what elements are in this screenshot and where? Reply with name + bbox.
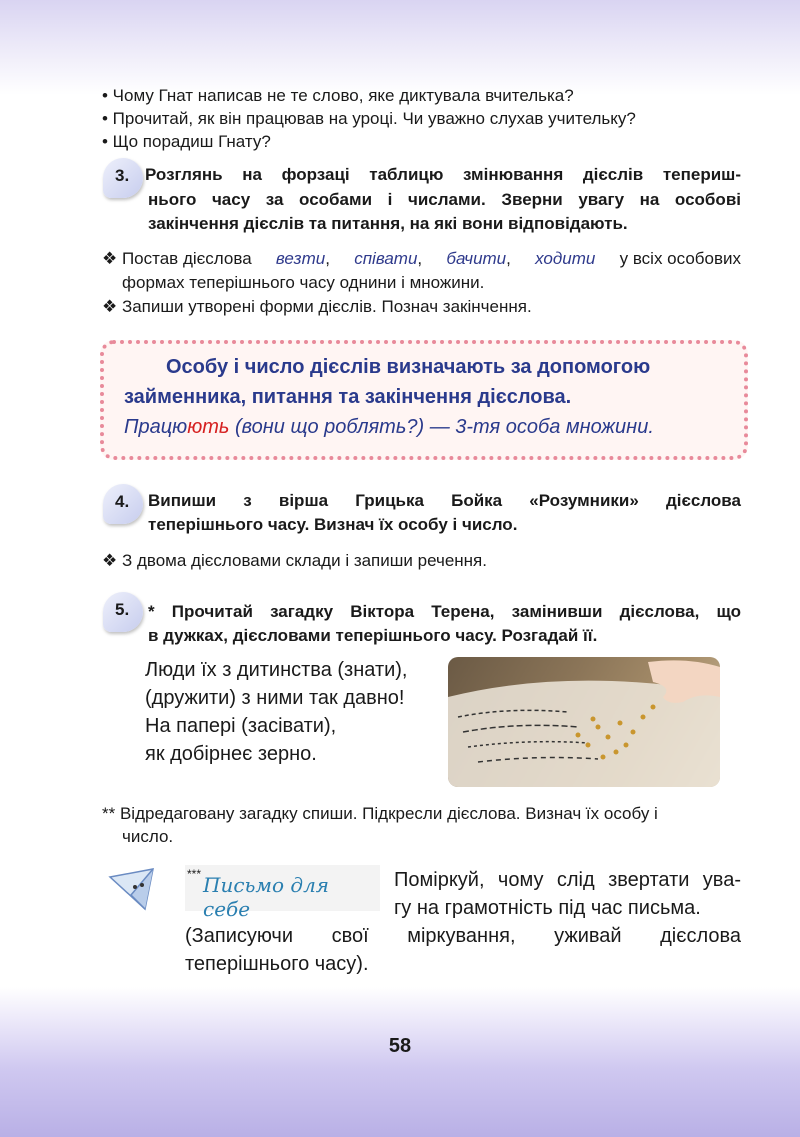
writing-line-2: гу на грамотність під час письма. [394, 897, 701, 919]
verb-1: везти [275, 249, 326, 268]
task-3-bullet-1-line-2: формах теперішнього часу однини і множини. [122, 273, 485, 292]
writing-line-3: (Записуючи свої міркування, уживай дієслова [185, 925, 741, 947]
bullet-1-prefix: ❖ Постав дієслова [102, 249, 252, 268]
rule-example [124, 412, 654, 442]
example-ending: ють [187, 416, 230, 438]
task-3-bullet-2: ❖ Запиши утворені форми дієслів. Познач закінчення. [102, 297, 532, 316]
riddle-line-4: як добірнеє зерно. [145, 743, 317, 765]
writing-line-4: теперішнього часу). [185, 953, 369, 975]
task-4-bullet: ❖ З двома дієсловами склади і запиши речення. [102, 551, 487, 570]
task-5-line-2: в дужках, дієсловами теперішнього часу. Розгадай її. [148, 626, 598, 645]
task-3-line-3: закінчення дієслів та питання, на які вони відповідають. [148, 214, 628, 233]
riddle-line-1: Люди їх з дитинства (знати), [145, 659, 408, 681]
task-4-number: 4. [115, 492, 130, 511]
question-2: • Прочитай, як він працював на уроці. Чи уважно слухав учительку? [102, 109, 636, 128]
rule-box [100, 340, 748, 460]
sowing-illustration [448, 657, 720, 787]
example-stem: Працю [124, 416, 188, 438]
riddle-line-3: На папері (засівати), [145, 715, 337, 737]
task-5-line-1: * Прочитай загадку Віктора Терена, замінивши дієслова, що [148, 602, 741, 621]
page-number: 58 [388, 1035, 412, 1057]
sowing-illustration-svg [448, 657, 720, 787]
verb-3: бачити [446, 249, 507, 268]
writing-label-box [185, 865, 380, 921]
writing-line-1: Поміркуй, чому слід звертати ува- [394, 869, 741, 891]
verb-4: ходити [535, 249, 596, 268]
verb-2: співати [354, 249, 418, 268]
verb-separator: , [506, 249, 511, 268]
task-3-line-1: Розглянь на форзаці таблицю змінювання дієслів тепериш- [145, 165, 741, 184]
question-3: • Що порадиш Гнату? [102, 132, 271, 151]
rule-line-1: Особу і число дієслів визначають за допомогою [166, 356, 651, 378]
bullet-1-suffix: у всіх особових [619, 249, 741, 268]
riddle-line-2: (дружити) з ними так давно! [145, 687, 405, 709]
example-result: 3-тя особа множини. [455, 416, 654, 438]
top-decoration [0, 0, 800, 95]
bottom-decoration [0, 987, 800, 1137]
task-4-line-2: теперішнього часу. Визнач їх особу і число. [148, 515, 518, 534]
writing-label: Письмо для себе [203, 873, 330, 921]
task-double-line-1: ** Відредаговану загадку спиши. Підкресли дієслова. Визнач їх особу і [102, 804, 658, 823]
task-4-line-1: Випиши з вірша Грицька Бойка «Розумники» дієслова [148, 491, 741, 510]
question-1: • Чому Гнат написав не те слово, яке диктувала вчителька? [102, 86, 574, 105]
paper-plane-icon [105, 865, 165, 917]
rule-line-2: займенника, питання та закінчення дієслова. [124, 386, 572, 408]
task-3-bullet-1 [102, 247, 741, 271]
verb-separator: , [325, 249, 330, 268]
task-3-number: 3. [115, 166, 130, 185]
task-double-line-2: число. [122, 827, 174, 846]
task-3-line-2: нього часу за особами і числами. Зверни увагу на особові [148, 190, 741, 209]
task-5-number: 5. [115, 600, 130, 619]
writing-stars: *** [187, 867, 202, 881]
verb-separator: , [417, 249, 423, 268]
example-question: (вони що роблять?) — [229, 416, 456, 438]
